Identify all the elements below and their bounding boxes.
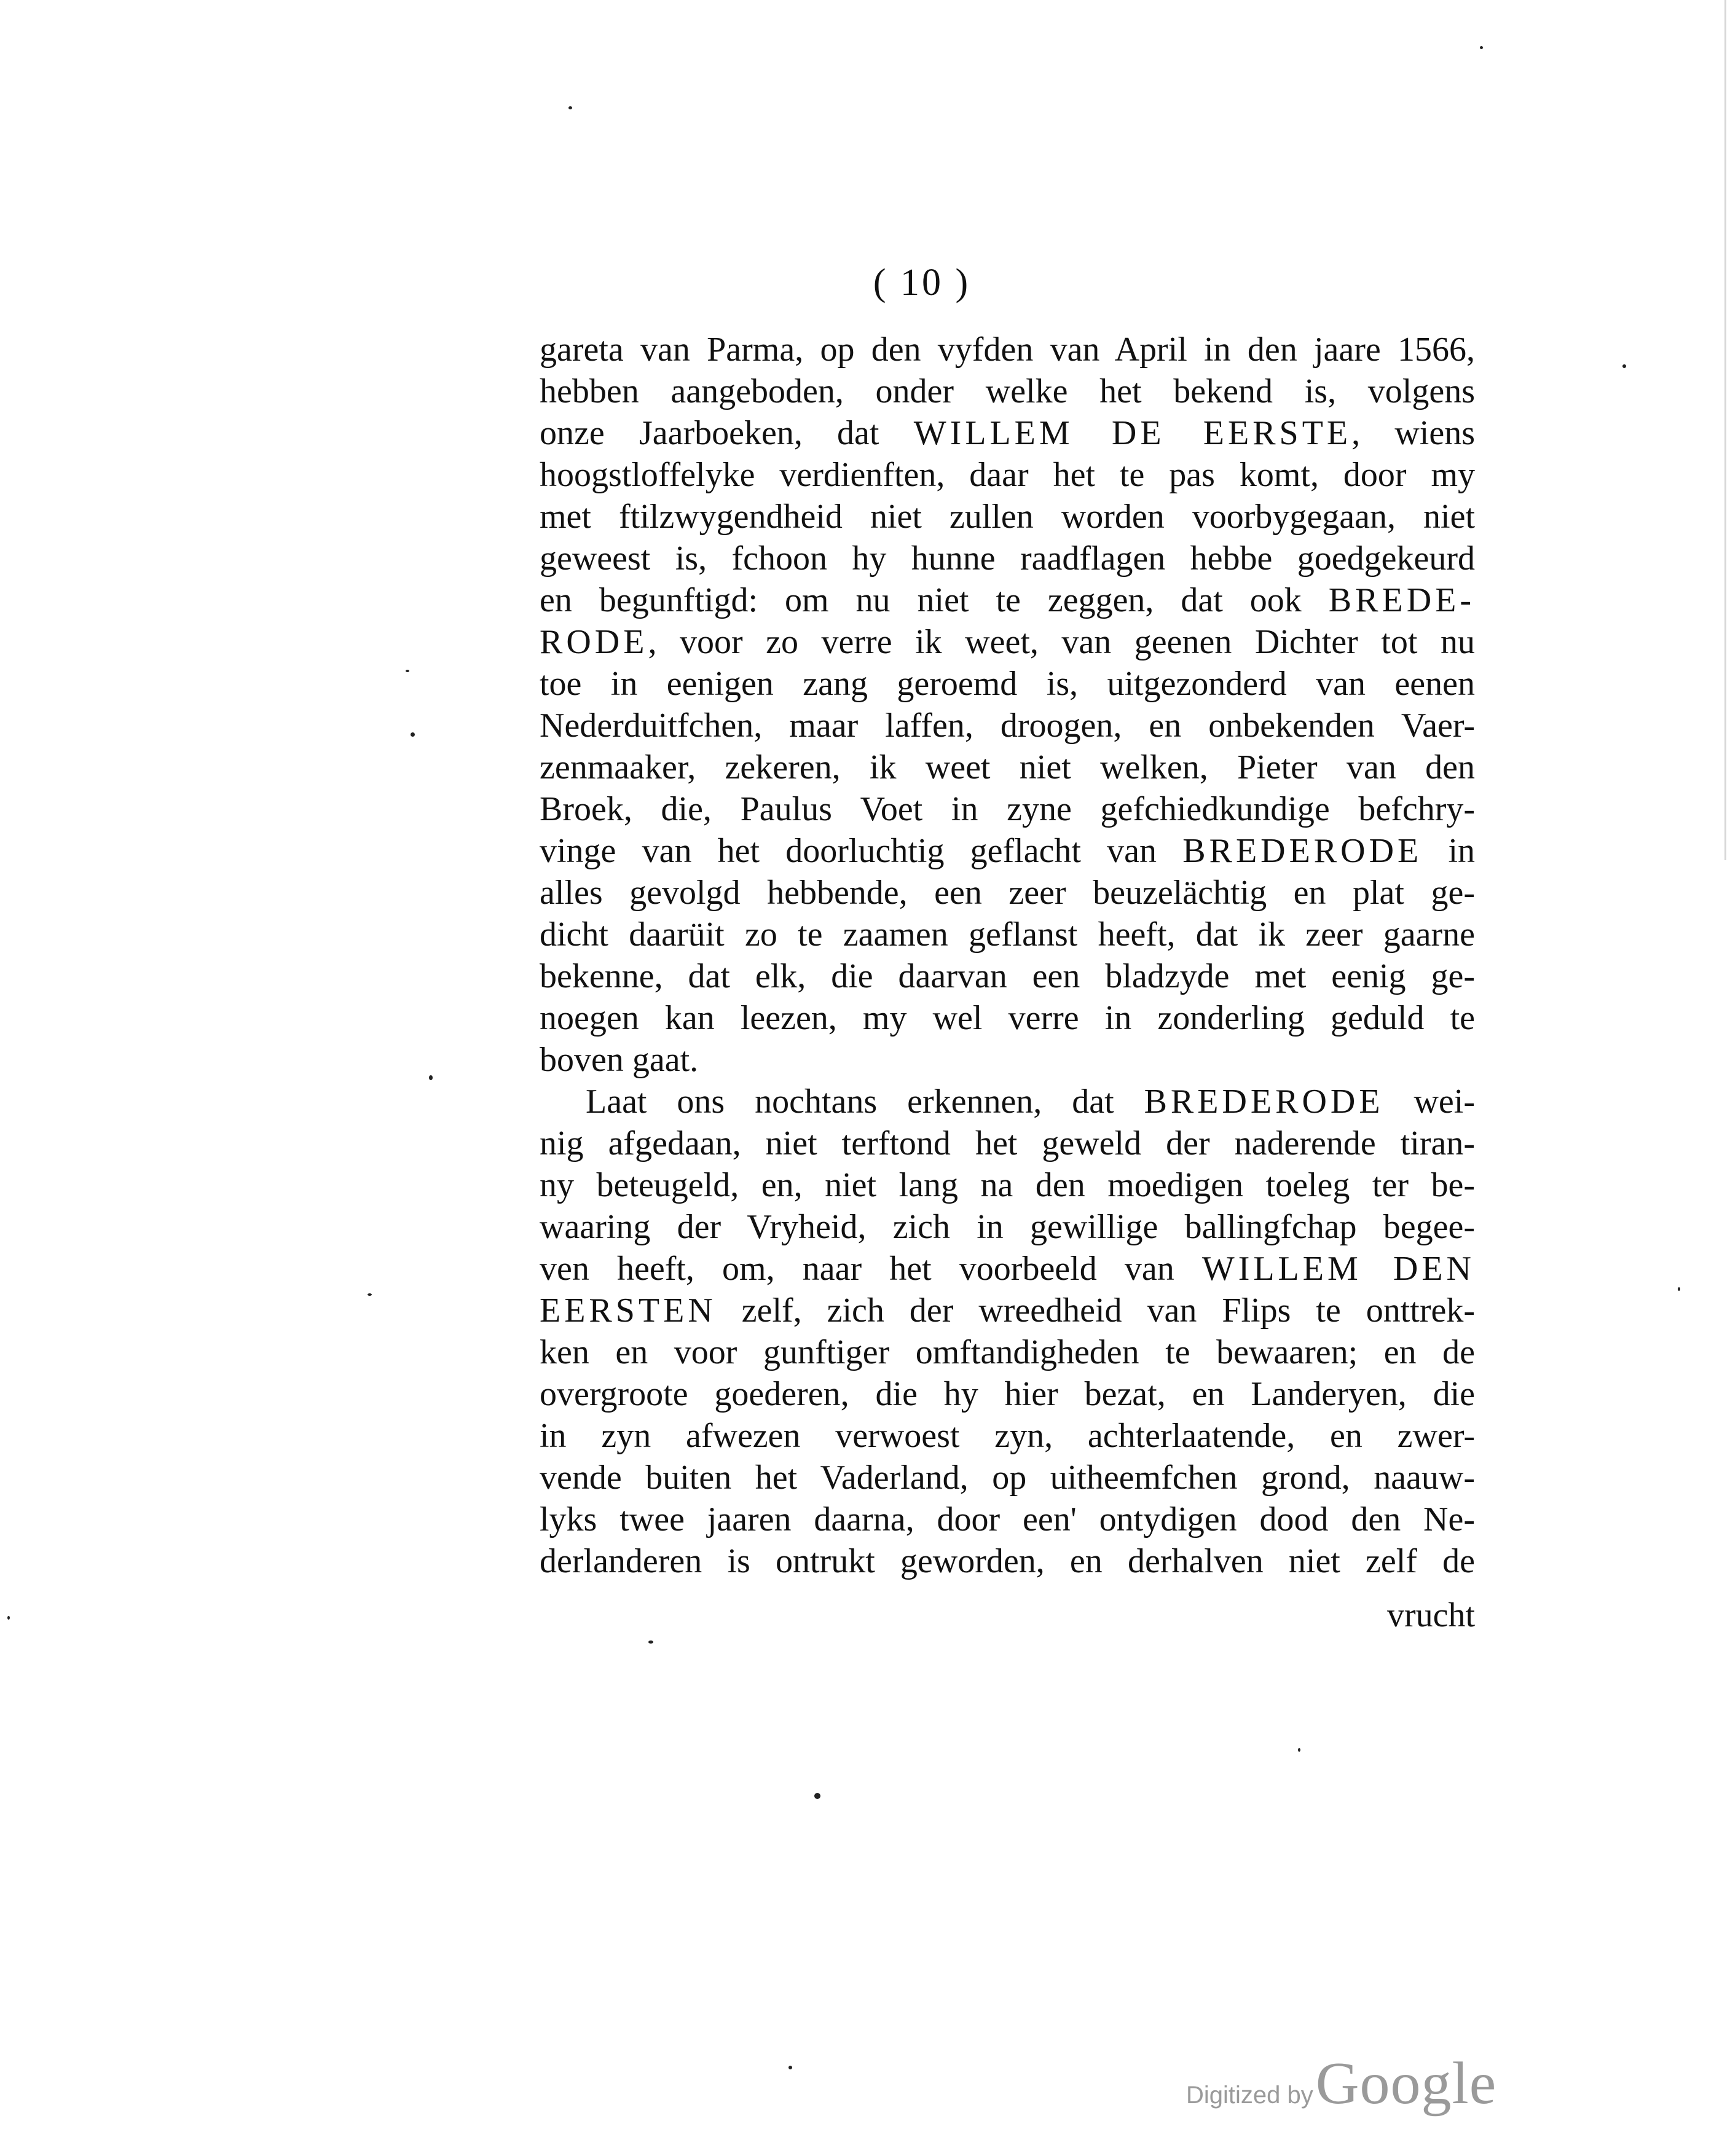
text-run: ven heeft, om, naar het voorbeeld van [540,1250,1174,1288]
text-line [540,1248,1475,1290]
google-logo-text: Google [1315,2050,1497,2117]
text-line: Broek, die, Paulus Voet in zyne gefchiedkundige befchry- [540,790,1475,828]
text-run: , wiens [1351,414,1475,452]
scan-speck [429,1075,433,1080]
text-line: met ftilzwygendheid niet zullen worden voorbygegaan, niet [540,498,1475,536]
scan-speck [411,732,415,737]
text-line: alles gevolgd hebbende, een zeer beuzelächtig en plat ge- [540,874,1475,912]
text-line: dicht daarüit zo te zaamen geflanst heeft, dat ik zeer gaarne [540,915,1475,954]
text-line: ny beteugeld, en, niet lang na den moedigen toeleg ter be- [540,1166,1475,1204]
text-line: overgroote goederen, die hy hier bezat, en Landeryen, die [540,1375,1475,1413]
text-line: zenmaaker, zekeren, ik weet niet welken, Pieter van den [540,748,1475,786]
digitized-by-google-watermark [1186,2049,1496,2118]
scan-speck [1480,46,1483,49]
scan-edge-line [1724,0,1726,860]
name-small-caps: RODE [540,623,648,661]
name-small-caps: BREDERODE [1182,832,1423,870]
text-run: vinge van het doorluchtig geflacht van [540,832,1157,870]
scan-speck [1622,364,1626,368]
text-line: derlanderen is ontrukt geworden, en derhalven niet zelf de [540,1542,1475,1580]
text-run: onze Jaarboeken, dat [540,414,879,452]
name-small-caps: BREDERODE [1144,1083,1384,1121]
text-line [540,579,1475,621]
text-line: lyks twee jaaren daarna, door een' ontydigen dood den Ne- [540,1500,1475,1539]
text-line: waaring der Vryheid, zich in gewillige ballingfchap begee- [540,1208,1475,1246]
name-small-caps: BREDE- [1328,581,1475,619]
scan-speck [648,1641,653,1644]
text-line [540,621,1475,663]
text-line: bekenne, dat elk, die daarvan een bladzyde met eenig ge- [540,957,1475,995]
text-line: ken en voor gunftiger omftandigheden te bewaaren; en de [540,1333,1475,1371]
text-line [540,1081,1475,1123]
scan-speck [1678,1287,1680,1291]
name-small-caps: EERSTEN [540,1292,717,1330]
text-run: zelf, zich der wreedheid van Flips te onttrek- [716,1292,1475,1330]
scan-speck [1298,1748,1300,1752]
text-run: en begunftigd: om nu niet te zeggen, dat ook [540,581,1302,619]
text-line: toe in eenigen zang geroemd is, uitgezonderd van eenen [540,665,1475,703]
scan-speck [368,1293,372,1296]
scan-speck [7,1616,10,1620]
text-run: Laat ons nochtans erkennen, dat [586,1083,1114,1121]
text-line: vende buiten het Vaderland, op uitheemfchen grond, naauw- [540,1459,1475,1497]
scan-speck [568,106,572,109]
text-line: boven gaat. [540,1041,699,1079]
text-line: noegen kan leezen, my wel verre in zonderling geduld te [540,999,1475,1037]
text-line [540,830,1475,872]
scan-speck [406,670,409,672]
text-line: hebben aangeboden, onder welke het bekend is, volgens [540,372,1475,410]
scan-speck [788,2066,792,2069]
text-line: hoogstloffelyke verdienften, daar het te pas komt, door my [540,456,1475,494]
text-line [540,1290,1475,1331]
scan-speck [814,1793,820,1799]
text-line: geweest is, fchoon hy hunne raadflagen hebbe goedgekeurd [540,539,1475,578]
name-small-caps: WILLEM DE EERSTE [913,414,1352,452]
catchword: vrucht [1386,1596,1475,1634]
main-text [540,329,1475,1582]
text-run: wei- [1383,1083,1475,1121]
page-number: ( 10 ) [873,262,971,304]
name-small-caps: WILLEM DEN [1201,1250,1475,1288]
text-run: , voor zo verre ik weet, van geenen Dichter tot nu [648,623,1475,661]
text-line [540,412,1475,454]
watermark-prefix: Digitized by [1186,2082,1313,2109]
text-line: Nederduitfchen, maar laffen, droogen, en onbekenden Vaer- [540,707,1475,745]
text-line: nig afgedaan, niet terftond het geweld der naderende tiran- [540,1124,1475,1162]
text-run: in [1422,832,1476,870]
text-line: gareta van Parma, op den vyfden van April in den jaare 1566, [540,331,1475,369]
text-line: in zyn afwezen verwoest zyn, achterlaatende, en zwer- [540,1417,1475,1455]
